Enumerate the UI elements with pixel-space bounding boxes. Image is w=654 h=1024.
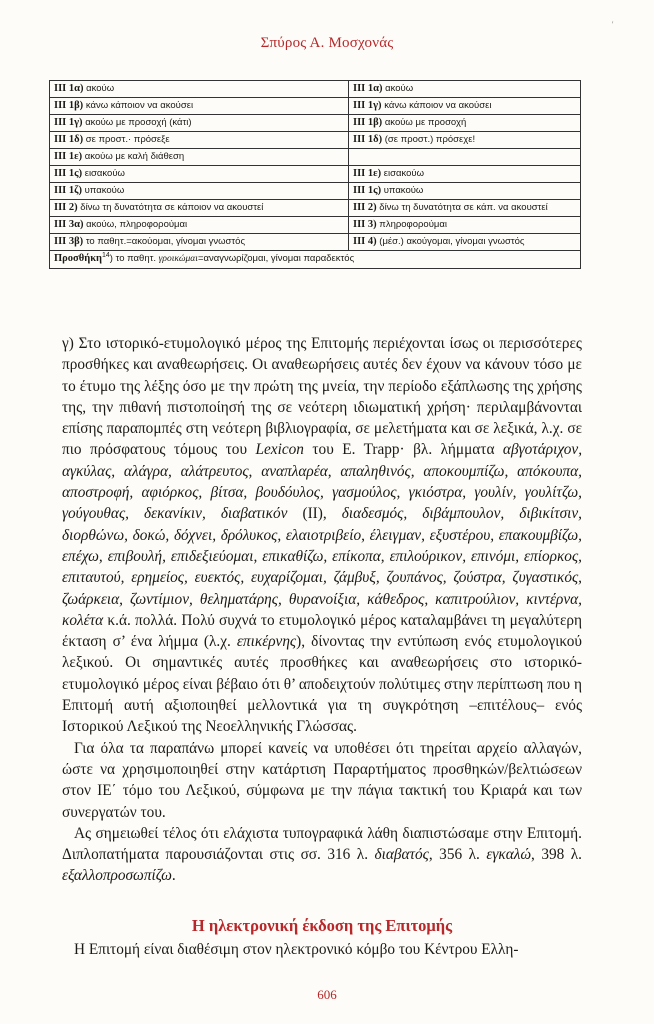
text-run: . xyxy=(171,867,176,885)
right-sense-gloss: (μέσ.) ακούγομαι, γίνομαι γνωστός xyxy=(379,236,525,247)
section-first-line: Η Επιτομή είναι διαθέσιμη στον ηλεκτρονικό κόμβο του Κέντρου Ελλη- xyxy=(74,941,519,958)
left-sense-cell xyxy=(50,81,349,98)
addition-text-before: το παθητ. xyxy=(115,253,157,264)
table-row xyxy=(50,149,581,166)
right-sense-cell xyxy=(349,234,581,251)
right-sense-gloss: δίνω τη δυνατότητα σε κάπ. να ακουστεί xyxy=(379,202,548,213)
left-sense-cell xyxy=(50,200,349,217)
left-sense-number: ΙΙΙ 3α) xyxy=(54,219,84,230)
right-sense-gloss: πληροφορούμαι xyxy=(379,219,447,230)
text-run: , 398 λ. xyxy=(531,846,583,864)
left-sense-cell xyxy=(50,234,349,251)
table-row xyxy=(50,234,581,251)
table-row xyxy=(50,166,581,183)
text-run: ), δίνοντας την εντύπωση ενός ετυμολογικού λεξικού. Οι σημαντικές αυτές προσθήκες και αναθεωρήσεις στο ιστορικό-ετυμολογικό μέρος είναι βέβαιο ότι θ’ αποδειχτούν πολύτιμες στην περίπτωση που η Επιτομή αυτή αξιοποιηθεί μελλοντικά για τη συγκρότηση –επιτέλους– ενός Ιστορικού Λεξικού της Νεοελληνικής Γλώσσας. xyxy=(62,633,582,736)
paragraph xyxy=(62,823,582,887)
left-sense-cell xyxy=(50,166,349,183)
left-sense-gloss: κάνω κάποιον να ακούσει xyxy=(85,100,194,111)
right-sense-cell xyxy=(349,149,581,166)
text-run: Ας σημειωθεί τέλος ότι ελάχιστα τυπογραφικά λάθη διαπιστώσαμε στην Επιτομή. Διπλοπατήματα παρουσιάζονται στις σσ. 316 λ. xyxy=(62,824,582,864)
left-sense-number: ΙΙΙ 3β) xyxy=(54,236,84,247)
text-run: , 356 λ. xyxy=(428,846,487,864)
table-row xyxy=(50,81,581,98)
left-sense-number: ΙΙΙ 2) xyxy=(54,202,78,213)
right-sense-cell xyxy=(349,183,581,200)
right-sense-cell xyxy=(349,115,581,132)
right-sense-gloss: ακούω xyxy=(385,83,414,94)
left-sense-number: ΙΙΙ 1β) xyxy=(54,100,84,111)
left-sense-cell xyxy=(50,115,349,132)
left-sense-gloss: ακούω xyxy=(86,83,115,94)
right-sense-cell xyxy=(349,217,581,234)
italic-term: εγκαλώ xyxy=(486,846,532,864)
addition-italic-word: γροικώμαι xyxy=(158,254,198,264)
right-sense-number: ΙΙΙ 1δ) xyxy=(353,134,383,145)
table-row xyxy=(50,98,581,115)
right-sense-gloss: κάνω κάποιον να ακούσει xyxy=(384,100,492,111)
table-row xyxy=(50,200,581,217)
left-sense-number: ΙΙΙ 1α) xyxy=(54,83,84,94)
right-sense-gloss: (σε προστ.) πρόσεχε! xyxy=(384,134,476,145)
italic-term: εξαλλοπροσωπίζω xyxy=(62,867,172,885)
left-sense-gloss: ακούω με προσοχή (κάτι) xyxy=(85,117,192,128)
left-sense-cell xyxy=(50,217,349,234)
italic-term: διαβατός xyxy=(374,846,429,864)
right-sense-number: ΙΙΙ 1β) xyxy=(353,117,383,128)
left-sense-gloss: δίνω τη δυνατότητα σε κάποιον να ακουστεί xyxy=(80,202,264,213)
right-sense-cell xyxy=(349,98,581,115)
footnote-marker: 14 xyxy=(101,251,110,259)
table-row xyxy=(50,115,581,132)
running-title: Σπύρος Α. Μοσχονάς xyxy=(260,35,394,51)
table-row xyxy=(50,183,581,200)
right-sense-cell xyxy=(349,200,581,217)
sense-table-body xyxy=(50,81,581,269)
left-sense-gloss: το παθητ.=ακούομαι, γίνομαι γνωστός xyxy=(85,236,246,247)
right-sense-cell xyxy=(349,132,581,149)
left-sense-gloss: σε προστ.· πρόσεξε xyxy=(85,134,170,145)
right-sense-gloss: ακούω με προσοχή xyxy=(384,117,467,128)
table-row xyxy=(50,217,581,234)
text-run: Για όλα τα παραπάνω μπορεί κανείς να υποθέσει ότι τηρείται αρχείο αλλαγών, ώστε να χρησιμοποιηθεί στην κατάρτιση Παραρτήματος προσθηκών/βελτιώσεων στον ΙΕ΄ τόμο του Λεξικού, σύμφωνα με την πάγια τακτική του Κριαρά και των συνεργατών του. xyxy=(62,739,582,821)
main-text xyxy=(62,333,582,887)
right-sense-number: ΙΙΙ 1ε) xyxy=(353,168,382,179)
left-sense-gloss: ακούω με καλή διάθεση xyxy=(84,151,185,162)
corner-mark: ' xyxy=(612,20,614,29)
addition-cell: Προσθήκη$^{14}$) το παθητ. γροικώμαι=αναγνωρίζομαι, γίνομαι παραδεκτός xyxy=(50,251,581,269)
left-sense-number: ΙΙΙ 1δ) xyxy=(54,134,84,145)
addition-text-after: =αναγνωρίζομαι, γίνομαι παραδεκτός xyxy=(197,253,355,264)
right-sense-cell xyxy=(349,81,581,98)
right-sense-number: ΙΙΙ 1α) xyxy=(353,83,383,94)
sense-correspondence-table xyxy=(49,80,581,269)
left-sense-cell xyxy=(50,183,349,200)
left-sense-gloss: ακούω, πληροφορούμαι xyxy=(86,219,188,230)
left-sense-number: ΙΙΙ 1ς) xyxy=(54,168,83,179)
table-row-addition xyxy=(50,251,581,269)
left-sense-number: ΙΙΙ 1γ) xyxy=(54,117,83,128)
right-sense-number: ΙΙΙ 1ς) xyxy=(353,185,382,196)
italic-term: διαδεσμός, διβάμπουλον, διβικίτσιν, διορθώνω, δοκώ, δόχνει, δρόλυκος, ελαιοτριβείο, έλειγμαν, εξυστέρου, επακουμβίζω, επέχω, επιβουλή, επιδεξιεύομαι, επικαθίζω, επίκοπα, επιλούρικον, επινόμι, επίορκος, επιταυτού, ερημείος, ευεκτός, ευχαρίζομαι, ζάμβυξ, ζουπάνος, ζούστρα, ζυγαστικός, ζωάρκεια, ζωντίμιον, θεληματάρης, θυρανοίξια, κάθεδρος, καπιτρούλιον, κιντέρνα, κολέτα xyxy=(62,505,582,629)
italic-term: επικέρνης xyxy=(236,633,297,651)
text-run: (ΙΙ), xyxy=(287,505,342,523)
left-sense-number: ΙΙΙ 1ζ) xyxy=(54,185,82,196)
right-sense-cell xyxy=(349,166,581,183)
left-sense-cell xyxy=(50,132,349,149)
right-sense-number: ΙΙΙ 2) xyxy=(353,202,377,213)
italic-term: Lexicon xyxy=(255,441,304,459)
italic-term: αβγοτάριχον, αγκύλας, αλάγρα, αλάτρευτος, αναπλαρέα, απαληθινός, αποκουμπίζω, απόκουπα, αποστροφή, αφιόρκος, βίτσα, βουδόυλος, γασμούλος, γκιόστρα, γουλίν, γουλίτζω, γούγουθας, δεκανίκιν, διαβατικόν xyxy=(62,441,583,523)
table-row xyxy=(50,132,581,149)
right-sense-number: ΙΙΙ 1γ) xyxy=(353,100,382,111)
right-sense-gloss: εισακούω xyxy=(383,168,424,179)
text-run: γ) Στο ιστορικό-ετυμολογικό μέρος της Επιτομής περιέχονται ίσως οι περισσότερες προσθήκες και αναθεωρήσεις. Οι αναθεωρήσεις αυτές δεν έχουν να κάνουν τόσο με το έτυμο της λέξης όσο με την πρώτη της μνεία, την περίοδο εξάπλωσης της χρήσης της, την πιθανή πιστοποίησή της σε νεότερη ιδιωματική χρήση· περιλαμβάνονται επίσης παραπομπές στη νεότερη βιβλιογραφία, σε μελετήματα και σε λεξικά, λ.χ. σε πιο πρόσφατους τόμους του xyxy=(62,335,582,459)
left-sense-number: ΙΙΙ 1ε) xyxy=(54,151,83,162)
text-run: του E. Trapp· βλ. λήμματα xyxy=(303,441,503,459)
left-sense-gloss: εισακούω xyxy=(84,168,125,179)
left-sense-gloss: υπακούω xyxy=(84,185,125,196)
text-run: κ.ά. πολλά. Πολύ συχνά το ετυμολογικό μέρος καταλαμβάνει τη μεγαλύτερη έκταση σ’ ένα λήμμα (λ.χ. xyxy=(62,611,582,651)
right-sense-number: ΙΙΙ 3) xyxy=(353,219,377,230)
left-sense-cell xyxy=(50,98,349,115)
right-sense-number: ΙΙΙ 4) xyxy=(353,236,377,247)
right-sense-gloss: υπακούω xyxy=(383,185,424,196)
page-number: 606 xyxy=(317,987,337,1002)
paragraph xyxy=(62,738,582,823)
section-heading: Η ηλεκτρονική έκδοση της Επιτομής xyxy=(191,916,453,935)
paragraph xyxy=(62,333,582,738)
left-sense-cell xyxy=(50,149,349,166)
addition-label: Προσθήκη xyxy=(54,253,102,264)
